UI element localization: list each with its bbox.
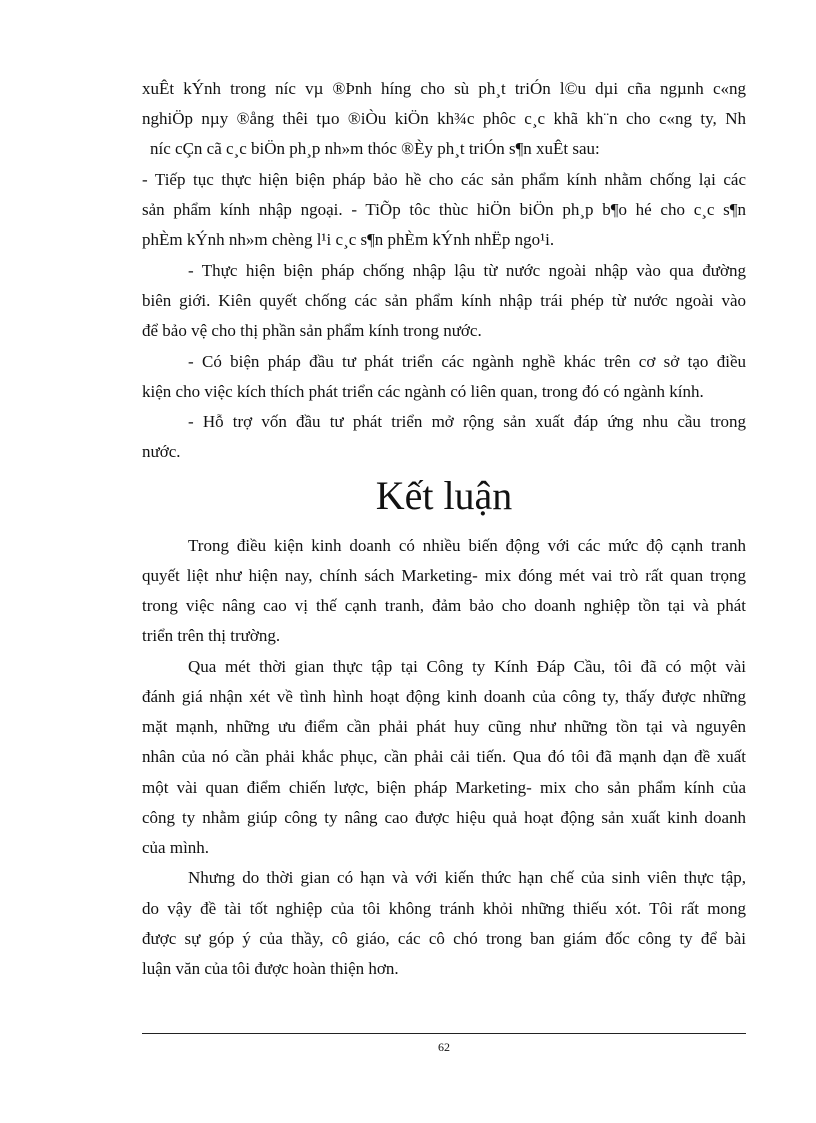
body-line: - Hỗ trợ vốn đầu tư phát triển mở rộng sản xuất đáp ứng nhu cầu trong (188, 412, 746, 431)
body-line: Trong điều kiện kinh doanh có nhiều biến động với các mức độ cạnh tranh (188, 536, 746, 555)
body-line: - Thực hiện biện pháp chống nhập lậu từ nước ngoài nhập vào qua đường (188, 261, 746, 280)
body-line: một vài quan điểm chiến lược, biện pháp Marketing- mix cho sản phẩm kính của (142, 778, 746, 797)
body-line: đánh giá nhận xét về tình hình hoạt động kinh doanh của công ty, thấy được những (142, 687, 746, 706)
body-line: luận văn của tôi được hoàn thiện hơn. (142, 959, 399, 978)
body-line: xuÊt kÝnh trong níc vµ ®Þnh híng cho sù ph¸t triÓn l©u dµi cña ngµnh c«ng (142, 79, 746, 98)
body-line: triển trên thị trường. (142, 626, 281, 645)
body-line: níc cÇn cã c¸c biÖn ph¸p nh»m thóc ®Èy ph¸t triÓn s¶n xuÊt sau: (150, 139, 600, 158)
footer-rule (142, 1033, 746, 1034)
body-line: nước. (142, 442, 181, 461)
body-line: phÈm kÝnh nh»m chèng l¹i c¸c s¶n phÈm kÝnh nhËp ngo¹i. (142, 230, 555, 249)
body-line: do vậy đề tài tốt nghiệp của tôi không tránh khỏi những thiếu xót. Tôi rất mong (142, 899, 746, 918)
body-line: quyết liệt như hiện nay, chính sách Marketing- mix đóng mét vai trò rất quan trọng (142, 566, 746, 585)
body-line: kiện cho việc kích thích phát triển các ngành có liên quan, trong đó có ngành kính. (142, 382, 704, 401)
body-line: Qua mét thời gian thực tập tại Công ty Kính Đáp Cầu, tôi đã có một vài (188, 657, 746, 676)
body-line: nhân của nó cần phải khắc phục, cần phải cải tiến. Qua đó tôi đã mạnh dạn đề xuất (142, 747, 746, 766)
page-number: 62 (438, 1040, 450, 1054)
body-line: - Tiếp tục thực hiện biện pháp bảo hề cho các sản phẩm kính nhằm chống lại các (142, 170, 746, 189)
body-line: được sự góp ý của thầy, cô giáo, các cô chó trong ban giám đốc công ty để bài (142, 929, 746, 948)
body-line: trong việc nâng cao vị thế cạnh tranh, đảm bảo cho doanh nghiệp tồn tại và phát (142, 596, 746, 615)
body-line: Nhưng do thời gian có hạn và với kiến thức hạn chế của sinh viên thực tập, (188, 868, 746, 887)
body-line: biên giới. Kiên quyết chống các sản phẩm kính nhập trái phép từ nước ngoài vào (142, 291, 746, 310)
body-line: - Có biện pháp đầu tư phát triển các ngành nghề khác trên cơ sở tạo điều (188, 352, 746, 371)
body-line: để bảo vệ cho thị phần sản phẩm kính trong nước. (142, 321, 482, 340)
body-line: mặt mạnh, những ưu điểm cần phải phát huy cũng như những tồn tại và nguyên (142, 717, 746, 736)
body-line: sản phẩm kính nhập ngoại. - TiÕp tôc thùc hiÖn biÖn ph¸p b¶o hé cho c¸c s¶n (142, 200, 746, 219)
section-heading: Kết luận (375, 473, 513, 518)
body-line: công ty nhằm giúp công ty nâng cao được hiệu quả hoạt động sản xuất kinh doanh (142, 808, 746, 827)
body-line: nghiÖp nµy ®ång thêi tµo ®iÒu kiÖn kh¾c phôc c¸c khã kh¨n cho c«ng ty, Nh (142, 109, 746, 128)
body-line: của mình. (142, 838, 210, 857)
